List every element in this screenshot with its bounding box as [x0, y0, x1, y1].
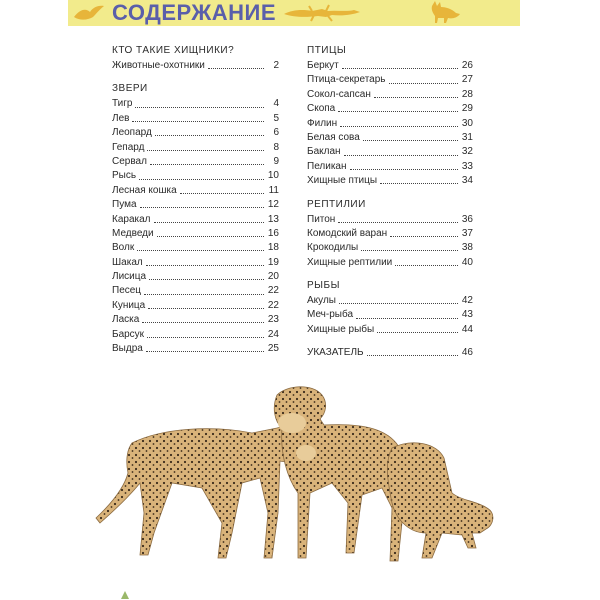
entry-page-number: 6 — [273, 127, 279, 139]
toc-section — [307, 346, 473, 360]
toc-entry[interactable] — [112, 256, 279, 270]
section-title: РЫБЫ — [307, 280, 340, 292]
dot-leader — [361, 249, 458, 251]
toc-entry[interactable] — [307, 294, 473, 308]
entry-page-number: 5 — [273, 112, 279, 124]
entry-name: Барсук — [112, 328, 145, 340]
cheetahs-illustration — [92, 383, 502, 573]
dot-leader — [389, 82, 458, 84]
dot-leader — [339, 302, 458, 304]
entry-name: Филин — [307, 117, 338, 129]
entry-name: Птица-секретарь — [307, 74, 386, 86]
toc-section — [307, 198, 473, 271]
toc-entry[interactable] — [112, 299, 279, 313]
toc-entry[interactable] — [112, 328, 279, 342]
entry-name: Тигр — [112, 98, 133, 110]
entry-name: Куница — [112, 299, 146, 311]
toc-entry[interactable] — [112, 126, 279, 140]
toc-entry[interactable] — [307, 117, 473, 131]
dot-leader — [208, 67, 264, 69]
entry-page-number: 37 — [461, 227, 473, 239]
section-title: РЕПТИЛИИ — [307, 198, 366, 210]
page-title: СОДЕРЖАНИЕ — [112, 0, 277, 25]
dot-leader — [338, 110, 458, 112]
toc-entry[interactable] — [307, 323, 473, 337]
entry-page-number: 42 — [461, 295, 473, 307]
entry-page-number: 18 — [267, 242, 279, 254]
entry-page-number: 23 — [267, 314, 279, 326]
entry-page-number: 27 — [461, 74, 473, 86]
entry-name: Хищные рептилии — [307, 256, 393, 268]
toc-entry[interactable] — [112, 155, 279, 169]
toc-entry[interactable] — [112, 241, 279, 255]
toc-entry[interactable] — [307, 73, 473, 87]
entry-page-number: 31 — [461, 131, 473, 143]
dot-leader — [146, 264, 264, 266]
entry-page-number: 28 — [461, 88, 473, 100]
toc-entry[interactable] — [112, 213, 279, 227]
dot-leader — [338, 221, 458, 223]
lizard-silhouette-icon — [282, 2, 362, 24]
entry-name: УКАЗАТЕЛЬ — [307, 347, 364, 359]
bird-silhouette-icon — [72, 3, 106, 23]
toc-entry[interactable] — [307, 145, 473, 159]
entry-page-number: 20 — [267, 271, 279, 283]
entry-name: Комодский варан — [307, 227, 388, 239]
entry-page-number: 12 — [267, 199, 279, 211]
toc-entry[interactable] — [307, 88, 473, 102]
entry-page-number: 4 — [273, 98, 279, 110]
entry-name: Выдра — [112, 343, 143, 355]
toc-entry[interactable] — [307, 346, 473, 360]
toc-entry[interactable] — [307, 256, 473, 270]
entry-name: Волк — [112, 242, 135, 254]
dot-leader — [144, 293, 264, 295]
dot-leader — [390, 235, 458, 237]
toc-entry[interactable] — [112, 184, 279, 198]
dot-leader — [157, 235, 264, 237]
entry-name: Хищные птицы — [307, 175, 378, 187]
entry-name: Скопа — [307, 103, 336, 115]
entry-page-number: 10 — [267, 170, 279, 182]
entry-page-number: 22 — [267, 299, 279, 311]
dot-leader — [367, 354, 458, 356]
toc-entry[interactable] — [112, 227, 279, 241]
dot-leader — [149, 278, 264, 280]
fox-silhouette-icon — [424, 0, 462, 24]
toc-entry[interactable] — [307, 213, 473, 227]
toc-section — [307, 279, 473, 337]
dot-leader — [155, 134, 264, 136]
entry-name: Леопард — [112, 127, 152, 139]
dot-leader — [137, 249, 264, 251]
entry-page-number: 46 — [461, 347, 473, 359]
entry-page-number: 24 — [267, 328, 279, 340]
toc-section — [307, 44, 473, 189]
dot-leader — [377, 331, 458, 333]
toc-entry[interactable] — [112, 284, 279, 298]
entry-name: Песец — [112, 285, 142, 297]
dot-leader — [342, 67, 458, 69]
entry-name: Акулы — [307, 295, 336, 307]
toc-entry[interactable] — [112, 59, 279, 73]
dot-leader — [147, 336, 264, 338]
toc-entry[interactable] — [112, 198, 279, 212]
entry-name: Крокодилы — [307, 242, 359, 254]
entry-name: Питон — [307, 213, 336, 225]
toc-entry[interactable] — [307, 308, 473, 322]
entry-page-number: 19 — [267, 256, 279, 268]
entry-page-number: 38 — [461, 242, 473, 254]
dot-leader — [363, 139, 458, 141]
entry-name: Рысь — [112, 170, 137, 182]
entry-page-number: 26 — [461, 60, 473, 71]
entry-name: Лесная кошка — [112, 184, 177, 196]
entry-page-number: 2 — [273, 60, 279, 71]
toc-entry[interactable] — [307, 160, 473, 174]
toc-entry[interactable] — [112, 141, 279, 155]
entry-page-number: 29 — [461, 103, 473, 115]
toc-entry[interactable] — [112, 270, 279, 284]
dot-leader — [147, 149, 264, 151]
dot-leader — [395, 264, 458, 266]
entry-page-number: 9 — [273, 155, 279, 167]
dot-leader — [135, 106, 264, 108]
dot-leader — [148, 307, 264, 309]
toc-left-column — [112, 44, 279, 365]
entry-page-number: 11 — [268, 184, 279, 196]
entry-name: Лев — [112, 112, 130, 124]
entry-name: Лисица — [112, 271, 147, 283]
dot-leader — [380, 182, 458, 184]
dot-leader — [180, 192, 264, 194]
toc-entry[interactable] — [112, 313, 279, 327]
entry-page-number: 13 — [267, 213, 279, 225]
entry-name: Белая сова — [307, 131, 360, 143]
dot-leader — [140, 206, 264, 208]
section-title: КТО ТАКИЕ ХИЩНИКИ? — [112, 45, 235, 56]
dot-leader — [374, 96, 458, 98]
section-title: ЗВЕРИ — [112, 83, 148, 95]
entry-page-number: 25 — [267, 343, 279, 355]
entry-name: Ласка — [112, 314, 140, 326]
entry-name: Хищные рыбы — [307, 323, 375, 335]
entry-name: Меч-рыба — [307, 309, 354, 321]
dot-leader — [132, 120, 264, 122]
entry-name: Пеликан — [307, 160, 347, 172]
toc-entry[interactable] — [112, 169, 279, 183]
entry-page-number: 33 — [461, 160, 473, 172]
entry-name: Пума — [112, 199, 137, 211]
entry-page-number: 43 — [461, 309, 473, 321]
entry-name: Беркут — [307, 60, 339, 71]
entry-page-number: 36 — [461, 213, 473, 225]
dot-leader — [150, 163, 264, 165]
entry-name: Животные-охотники — [112, 60, 205, 71]
entry-name: Сокол-сапсан — [307, 88, 371, 100]
dot-leader — [146, 350, 264, 352]
entry-name: Каракал — [112, 213, 151, 225]
toc-entry[interactable] — [307, 102, 473, 116]
entry-page-number: 30 — [461, 117, 473, 129]
dot-leader — [350, 168, 458, 170]
toc-section — [112, 44, 279, 73]
toc-entry[interactable] — [307, 59, 473, 73]
toc-entry[interactable] — [307, 227, 473, 241]
dot-leader — [142, 321, 264, 323]
toc-entry[interactable] — [112, 112, 279, 126]
toc-entry[interactable] — [307, 131, 473, 145]
entry-page-number: 32 — [461, 146, 473, 158]
dot-leader — [340, 125, 458, 127]
dot-leader — [356, 317, 458, 319]
entry-name: Сервал — [112, 155, 147, 167]
dot-leader — [344, 154, 458, 156]
entry-name: Гепард — [112, 141, 145, 153]
dot-leader — [154, 221, 264, 223]
corner-mark-icon — [120, 590, 130, 600]
toc-entry[interactable] — [307, 174, 473, 188]
entry-page-number: 22 — [267, 285, 279, 297]
entry-page-number: 40 — [461, 256, 473, 268]
entry-page-number: 44 — [461, 323, 473, 335]
toc-entry[interactable] — [112, 97, 279, 111]
entry-page-number: 8 — [273, 141, 279, 153]
dot-leader — [139, 178, 264, 180]
toc-entry[interactable] — [307, 241, 473, 255]
section-title: ПТИЦЫ — [307, 45, 347, 56]
toc-right-column — [307, 44, 473, 370]
entry-name: Шакал — [112, 256, 143, 268]
toc-section — [112, 82, 279, 356]
entry-page-number: 34 — [461, 175, 473, 187]
entry-name: Баклан — [307, 146, 341, 158]
entry-page-number: 16 — [267, 227, 279, 239]
toc-entry[interactable] — [112, 342, 279, 356]
entry-name: Медведи — [112, 227, 154, 239]
